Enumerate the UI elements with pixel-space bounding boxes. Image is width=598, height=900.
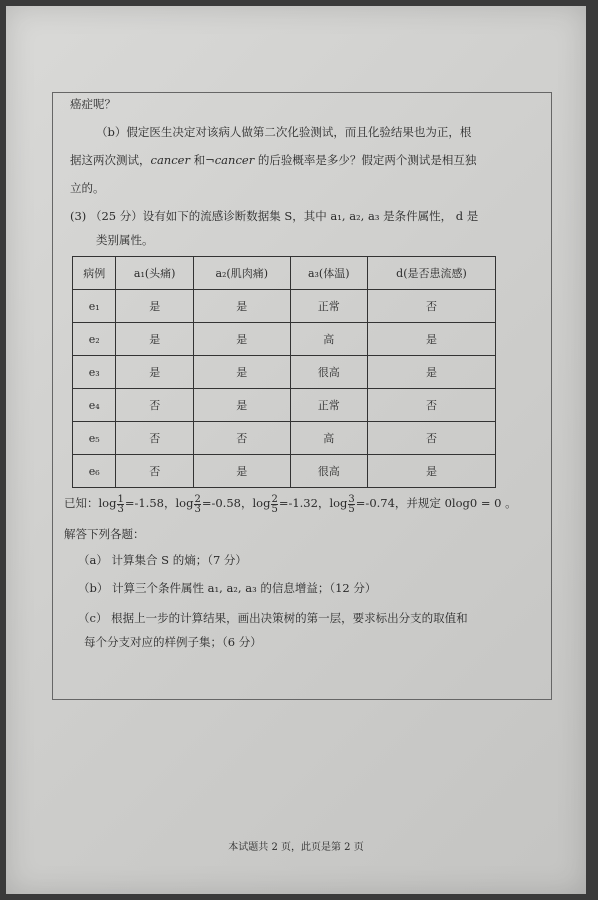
part-b-line2: 据这两次测试，cancer 和¬cancer 的后验概率是多少？假定两个测试是相互独 bbox=[70, 153, 477, 167]
table-cell: 是 bbox=[116, 290, 193, 323]
table-cell: 否 bbox=[367, 290, 495, 323]
fraction: $\frac{2}{3}$ bbox=[194, 493, 201, 515]
page-footer: 本试题共 2 页，此页是第 2 页 bbox=[228, 842, 364, 853]
table-cell: 正常 bbox=[290, 290, 367, 323]
task-b: （b） 计算三个条件属性 a₁, a₂, a₃ 的信息增益；（12 分） bbox=[78, 581, 377, 595]
table-row bbox=[73, 422, 496, 455]
task-a: （a） 计算集合 S 的熵；（7 分） bbox=[78, 553, 247, 567]
table-cell: 是 bbox=[193, 356, 290, 389]
task-c: （c） 根据上一步的计算结果，画出决策树的第一层，要求标出分支的取值和 bbox=[78, 611, 468, 625]
table-cell: 否 bbox=[116, 422, 193, 455]
table-header-row bbox=[73, 257, 496, 290]
table-cell: 很高 bbox=[290, 455, 367, 488]
table-cell: e₁ bbox=[73, 290, 116, 323]
question3-intro: (3) （25 分）设有如下的流感诊断数据集 S，其中 a₁, a₂, a₃ 是条件属性， d 是 bbox=[70, 209, 479, 223]
table-cell: 是 bbox=[193, 455, 290, 488]
fraction: $\frac{3}{5}$ bbox=[348, 493, 355, 515]
table-cell: 否 bbox=[116, 389, 193, 422]
table-cell: e₂ bbox=[73, 323, 116, 356]
table-cell: 是 bbox=[367, 356, 495, 389]
table-cell: 否 bbox=[116, 455, 193, 488]
table-cell: e₆ bbox=[73, 455, 116, 488]
table-row bbox=[73, 389, 496, 422]
not-cancer-term: ¬cancer bbox=[205, 153, 255, 167]
flu-dataset-table bbox=[72, 256, 496, 488]
table-cell: 是 bbox=[116, 356, 193, 389]
table-row bbox=[73, 290, 496, 323]
table-cell: 是 bbox=[193, 290, 290, 323]
table-cell: 是 bbox=[116, 323, 193, 356]
table-cell: e₃ bbox=[73, 356, 116, 389]
part-b-line1: （b）假定医生决定对该病人做第二次化验测试，而且化验结果也为正，根 bbox=[96, 125, 472, 139]
table-header: 病例 bbox=[73, 257, 116, 290]
table-cell: 很高 bbox=[290, 356, 367, 389]
table-cell: 高 bbox=[290, 422, 367, 455]
table-cell: e₄ bbox=[73, 389, 116, 422]
table-cell: 是 bbox=[193, 389, 290, 422]
table-cell: 是 bbox=[367, 455, 495, 488]
table-header: a₃(体温) bbox=[290, 257, 367, 290]
answer-intro: 解答下列各题： bbox=[64, 527, 145, 541]
header-fragment: 癌症呢？ bbox=[70, 97, 116, 111]
cancer-term: cancer bbox=[150, 153, 190, 167]
table-row bbox=[73, 356, 496, 389]
fraction: $\frac{1}{3}$ bbox=[117, 493, 124, 515]
table-cell: 否 bbox=[193, 422, 290, 455]
table-cell: 高 bbox=[290, 323, 367, 356]
exam-paper bbox=[6, 6, 586, 894]
table-header: a₁(头痛) bbox=[116, 257, 193, 290]
task-c-continued: 每个分支对应的样例子集；（6 分） bbox=[84, 635, 262, 649]
table-cell: 是 bbox=[367, 323, 495, 356]
table-cell: 正常 bbox=[290, 389, 367, 422]
fraction: $\frac{2}{5}$ bbox=[271, 493, 278, 515]
question3-intro-2: 类别属性。 bbox=[96, 233, 154, 247]
table-cell: e₅ bbox=[73, 422, 116, 455]
table-cell: 是 bbox=[193, 323, 290, 356]
table-header: d(是否患流感) bbox=[367, 257, 495, 290]
part-b-line3: 立的。 bbox=[70, 181, 105, 195]
known-logs: 已知：log $\frac{1}{3}$ =-1.58，log $\frac{2}{3}$ =-0.58，log $\frac{2}{5}$ =-1.32，log $\frac{3}{5}$ =-0.74，并规定 0log0 = 0 。 bbox=[64, 493, 517, 515]
table-cell: 否 bbox=[367, 389, 495, 422]
table-cell: 否 bbox=[367, 422, 495, 455]
table-row bbox=[73, 455, 496, 488]
table-row bbox=[73, 323, 496, 356]
table-header: a₂(肌肉痛) bbox=[193, 257, 290, 290]
